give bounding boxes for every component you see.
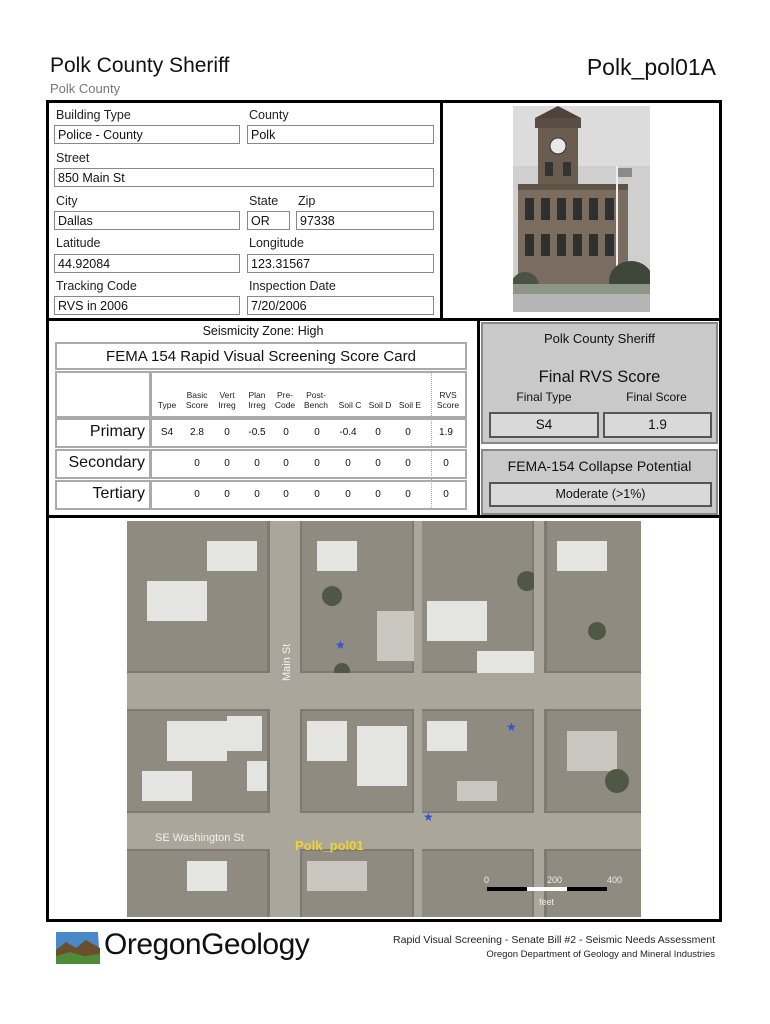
oregon-logo-icon bbox=[54, 926, 102, 968]
svg-text:★: ★ bbox=[335, 638, 346, 652]
aerial-map bbox=[127, 521, 641, 917]
table-cell: S4 bbox=[160, 427, 174, 438]
building-type-field: Police - County bbox=[54, 125, 240, 144]
col-header-soil-d bbox=[364, 400, 396, 410]
table-cell: 0 bbox=[345, 458, 351, 469]
col-header-vert bbox=[212, 390, 242, 410]
collapse-box bbox=[489, 482, 712, 507]
county-label: County bbox=[249, 108, 289, 122]
final-type-box bbox=[489, 412, 599, 438]
table-cell: 0 bbox=[405, 427, 411, 438]
col-header-basic bbox=[182, 390, 212, 410]
collapse-value: Moderate (>1%) bbox=[555, 487, 646, 501]
table-cell: 2.8 bbox=[190, 427, 204, 438]
table-cell: 0 bbox=[345, 489, 351, 500]
map-scale-label: 0 bbox=[484, 875, 490, 885]
row-label-secondary: Secondary bbox=[68, 454, 145, 471]
final-rvs-panel bbox=[481, 322, 718, 444]
table-cell: 0 bbox=[254, 458, 260, 469]
col-header-text: Irreg bbox=[248, 400, 266, 410]
col-header-text: Irreg bbox=[218, 400, 236, 410]
col-header-text: Plan bbox=[248, 390, 266, 400]
city-label: City bbox=[56, 194, 78, 208]
col-header-text: Soil E bbox=[398, 400, 422, 410]
table-cell: 0 bbox=[224, 427, 230, 438]
final-type-label: Final Type bbox=[516, 390, 572, 404]
table-cell: 0 bbox=[254, 489, 260, 500]
zip-field: 97338 bbox=[296, 211, 434, 230]
page-subtitle: Polk County bbox=[50, 81, 121, 96]
table-cell: 0 bbox=[283, 458, 289, 469]
map-marker-label: Polk_pol01 bbox=[295, 838, 364, 853]
inspection-label: Inspection Date bbox=[249, 279, 336, 293]
table-cell: 0 bbox=[224, 458, 230, 469]
county-field: Polk bbox=[247, 125, 434, 144]
map-street-label: SE Washington St bbox=[155, 832, 244, 844]
col-header-plan bbox=[242, 390, 272, 410]
svg-text:★: ★ bbox=[423, 810, 434, 824]
table-cell: 0 bbox=[224, 489, 230, 500]
state-field: OR bbox=[247, 211, 290, 230]
col-header-text: Soil C bbox=[338, 400, 362, 410]
footer-line-1: Rapid Visual Screening - Senate Bill #2 - Seismic Needs Assessment bbox=[393, 934, 715, 946]
table-cell: 0 bbox=[405, 489, 411, 500]
building-type-label: Building Type bbox=[56, 108, 131, 122]
svg-text:★: ★ bbox=[506, 720, 517, 734]
col-header-text: Score bbox=[185, 400, 209, 410]
collapse-heading: FEMA-154 Collapse Potential bbox=[507, 458, 692, 474]
table-cell: -0.5 bbox=[248, 427, 266, 438]
col-header-soil-c bbox=[334, 400, 366, 410]
table-cell: 0 bbox=[194, 458, 200, 469]
table-cell: 0 bbox=[283, 489, 289, 500]
map-scale-label: feet bbox=[539, 897, 555, 907]
footer-line-2: Oregon Department of Geology and Mineral Industries bbox=[486, 949, 715, 960]
table-cell: -0.4 bbox=[339, 427, 357, 438]
divider bbox=[440, 100, 443, 320]
final-score-value: 1.9 bbox=[648, 417, 667, 432]
col-header-text: Soil D bbox=[368, 400, 392, 410]
inspection-field: 7/20/2006 bbox=[247, 296, 434, 315]
state-label: State bbox=[249, 194, 279, 208]
table-cell: 0 bbox=[375, 489, 381, 500]
longitude-field: 123.31567 bbox=[247, 254, 434, 273]
latitude-field: 44.92084 bbox=[54, 254, 240, 273]
page-title: Polk County Sheriff bbox=[50, 54, 230, 77]
street-field: 850 Main St bbox=[54, 168, 434, 187]
map-scale-label: 200 bbox=[547, 875, 563, 885]
row-label-tertiary: Tertiary bbox=[92, 485, 145, 502]
col-header-text: Vert bbox=[219, 390, 235, 400]
divider bbox=[46, 318, 722, 321]
city-field: Dallas bbox=[54, 211, 240, 230]
row-label-primary: Primary bbox=[89, 423, 145, 440]
col-header-text: Score bbox=[436, 400, 460, 410]
divider bbox=[46, 515, 722, 518]
tracking-label: Tracking Code bbox=[56, 279, 137, 293]
building-id: Polk_pol01A bbox=[586, 54, 716, 80]
scorecard-title: FEMA 154 Rapid Visual Screening Score Card bbox=[55, 342, 467, 370]
col-header-text: Pre- bbox=[276, 390, 294, 400]
table-cell: 0 bbox=[314, 427, 320, 438]
table-cell: 0 bbox=[314, 489, 320, 500]
col-header-precode bbox=[270, 390, 300, 410]
table-cell: 0 bbox=[194, 489, 200, 500]
building-photo bbox=[513, 106, 650, 312]
col-header-text: Basic bbox=[186, 390, 208, 400]
street-label: Street bbox=[56, 151, 90, 165]
col-header-text: Type bbox=[157, 400, 177, 410]
col-header-text: Bench bbox=[303, 400, 329, 410]
map-scale-label: 400 bbox=[607, 875, 623, 885]
col-header-postbench bbox=[300, 390, 332, 410]
table-cell: 0 bbox=[405, 458, 411, 469]
final-rvs-heading: Final RVS Score bbox=[538, 368, 661, 386]
final-panel-title: Polk County Sheriff bbox=[543, 331, 656, 346]
table-cell: 0 bbox=[283, 427, 289, 438]
final-score-label: Final Score bbox=[626, 390, 687, 404]
col-header-rvs bbox=[432, 390, 464, 410]
latitude-label: Latitude bbox=[56, 236, 101, 250]
table-corner bbox=[55, 371, 151, 418]
table-cell: 0 bbox=[443, 458, 449, 469]
tracking-field: RVS in 2006 bbox=[54, 296, 240, 315]
final-type-value: S4 bbox=[535, 417, 553, 432]
zip-label: Zip bbox=[298, 194, 316, 208]
final-score-box bbox=[603, 412, 712, 438]
collapse-panel bbox=[481, 449, 718, 515]
footer-logo-text: OregonGeology bbox=[104, 928, 310, 961]
table-cell: 1.9 bbox=[439, 427, 453, 438]
col-header-type bbox=[152, 400, 182, 410]
table-cell: 0 bbox=[314, 458, 320, 469]
col-header-text: Code bbox=[274, 400, 296, 410]
col-header-soil-e bbox=[394, 400, 426, 410]
table-cell: 0 bbox=[375, 458, 381, 469]
table-cell: 0 bbox=[375, 427, 381, 438]
table-cell: 0 bbox=[443, 489, 449, 500]
divider bbox=[477, 318, 480, 518]
col-header-text: RVS bbox=[439, 390, 457, 400]
col-header-text: Post- bbox=[306, 390, 326, 400]
map-street-label: Main St bbox=[281, 643, 293, 681]
longitude-label: Longitude bbox=[249, 236, 304, 250]
seismicity-zone: Seismicity Zone: High bbox=[202, 324, 324, 338]
